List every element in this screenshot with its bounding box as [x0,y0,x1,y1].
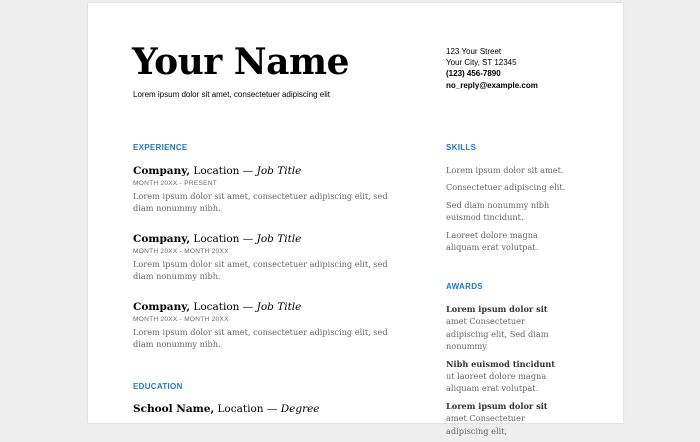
education-school: School Name, [133,403,215,415]
job-dates: MONTH 20XX - MONTH 20XX [133,316,229,323]
education-location: Location — [214,403,281,415]
contact-email: no_reply@example.com [446,80,538,90]
job-entry [133,165,403,215]
award-item [446,303,566,353]
awards-list [446,303,566,442]
skills-list [446,164,566,258]
contact-phone: (123) 456-7890 [446,69,501,79]
job-company: Company, [133,165,191,177]
education-degree: Degree [280,403,320,415]
award-text: amet Consectetuer adipiscing elit, [446,413,525,436]
contact-block [446,46,538,91]
job-description: Lorem ipsum dolor sit amet, consectetuer adipiscing elit, sed diam nonummy nibh. [133,259,388,282]
job-title-line [133,233,403,245]
education-heading: EDUCATION [133,382,183,391]
job-title-line [133,165,403,177]
education-entry [133,403,403,415]
skill-item: Laoreet dolore magna aliquam erat volutpat. [446,229,539,253]
contact-street: 123 Your Street [446,47,502,56]
award-title: Lorem ipsum dolor sit [446,304,548,314]
skill-item: Lorem ipsum dolor sit amet. [446,165,564,175]
job-dates: MONTH 20XX - MONTH 20XX [133,248,229,255]
job-company: Company, [133,301,191,313]
skills-heading: SKILLS [446,143,477,152]
job-entry [133,233,403,283]
job-title-line [133,301,403,313]
skill-item: Sed diam nonummy nibh euismod tincidunt. [446,199,550,223]
award-title: Lorem ipsum dolor sit [446,400,548,411]
experience-heading: EXPERIENCE [133,143,188,152]
job-entry [133,301,403,351]
contact-city: Your City, ST 12345 [446,58,517,68]
skill-item: Consectetuer adipiscing elit. [446,182,566,193]
resume-page [88,3,623,436]
resume-name: Your Name [132,41,349,83]
award-text: amet Consectetuer adipiscing elit, Sed diam nonummy [446,316,549,352]
award-item [446,400,566,437]
awards-heading: AWARDS [446,282,483,291]
job-description: Lorem ipsum dolor sit amet, consectetuer adipiscing elit, sed diam nonummy nibh. [133,327,388,350]
resume-tagline: Lorem ipsum dolor sit amet, consectetuer adipiscing elit [133,90,330,99]
award-title: Nibh euismod tincidunt [446,358,556,369]
job-role: Job Title [256,301,302,313]
job-location: Location — [190,233,257,245]
job-description: Lorem ipsum dolor sit amet, consectetuer adipiscing elit, sed diam nonummy nibh. [133,191,388,214]
award-item [446,358,566,395]
job-location: Location — [190,301,257,313]
award-text: ut laoreet dolore magna aliquam erat volutpat. [446,371,547,394]
job-company: Company, [133,233,191,245]
job-role: Job Title [256,233,302,245]
job-location: Location — [190,165,257,177]
education-title-line [133,403,403,415]
job-role: Job Title [256,165,302,177]
job-dates: MONTH 20XX - PRESENT [133,180,218,187]
